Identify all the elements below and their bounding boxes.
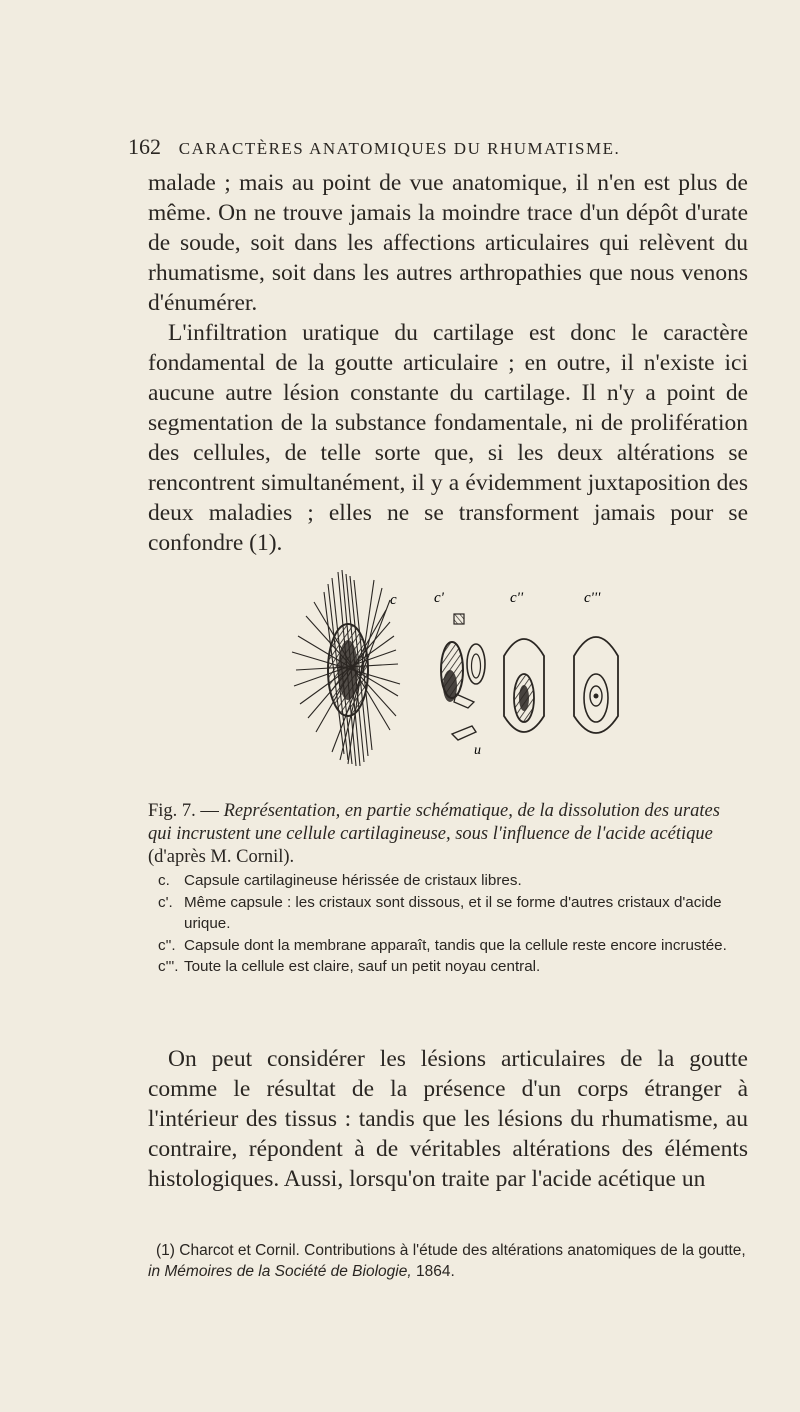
figure-title: Représentation, en partie schématique, de la dissolution des urates qui incrustent une cellule cartilagineuse, sous l'influence de l'acide acétique xyxy=(148,801,720,844)
label-c: c xyxy=(390,592,397,608)
figure-number: Fig. 7. — xyxy=(148,801,219,821)
legend-text: Capsule dont la membrane apparaît, tandis que la cellule reste encore incrustée. xyxy=(184,936,727,954)
cell-c2-drawing xyxy=(504,590,544,732)
running-header xyxy=(128,134,728,160)
label-u: u xyxy=(474,743,481,758)
body-text-top xyxy=(148,168,748,558)
figure-7-illustration xyxy=(278,566,638,772)
legend-key: c'. xyxy=(158,893,173,911)
footnote-text: Charcot et Cornil. Contributions à l'étude des altérations anatomiques de la goutte, xyxy=(179,1242,746,1259)
legend-text: Toute la cellule est claire, sauf un petit noyau central. xyxy=(184,958,541,975)
label-c1: c' xyxy=(434,590,444,606)
legend-text: Capsule cartilagineuse hérissée de cristaux libres. xyxy=(184,872,522,889)
figure-legend xyxy=(158,870,748,978)
legend-item xyxy=(158,935,748,957)
legend-text: Même capsule : les cristaux sont dissous, et il se forme d'autres cristaux d'acide urique. xyxy=(184,893,722,932)
running-title: CARACTÈRES ANATOMIQUES DU RHUMATISME. xyxy=(178,139,621,158)
footnote-year: 1864. xyxy=(415,1263,455,1280)
cell-c1-drawing xyxy=(434,590,485,758)
figure-caption xyxy=(148,800,748,869)
label-c2: c'' xyxy=(510,590,524,606)
legend-key: c'''. xyxy=(158,958,179,975)
paragraph-2: L'infiltration uratique du cartilage est donc le caractère fondamental de la goutte articulaire ; en outre, il n'existe ici aucune autre lésion constante du cartilage. Il n'y a point de segmentation de la substance fondamentale, ni de prolifération des cellules, de telle sorte que, si les deux altérations se rencontrent simultanément, il y a évidemment juxtaposition des deux maladies ; elles ne se transforment jamais pour se confondre (1). xyxy=(148,320,748,556)
paragraph-3: On peut considérer les lésions articulaires de la goutte comme le résultat de la présence d'un corps étranger à l'intérieur des tissus : tandis que les lésions du rhumatisme, au contraire, répondent à de véritables altérations des éléments histologiques. Aussi, lorsqu'on traite par l'acide acétique un xyxy=(148,1046,748,1192)
body-text-bottom xyxy=(148,1044,748,1194)
cell-c3-drawing xyxy=(574,590,618,733)
legend-item xyxy=(158,956,748,978)
figure-credit: (d'après M. Cornil). xyxy=(148,847,295,867)
legend-item xyxy=(158,892,748,935)
legend-key: c. xyxy=(158,872,170,889)
legend-key: c''. xyxy=(158,936,176,954)
cell-c-drawing xyxy=(292,570,400,766)
footnote-source: in Mémoires de la Société de Biologie, xyxy=(148,1263,412,1280)
paragraph-1: malade ; mais au point de vue anatomique, il n'en est plus de même. On ne trouve jamais la moindre trace d'un dépôt d'urate de soude, soit dans les affections articulaires qui relèvent du rhumatisme, soit dans les autres arthropathies que nous venons d'énumérer. xyxy=(148,170,748,316)
page-number: 162 xyxy=(128,134,161,159)
footnote-marker: (1) xyxy=(156,1242,175,1259)
legend-item xyxy=(158,870,748,892)
label-c3: c''' xyxy=(584,590,601,606)
footnote xyxy=(148,1240,748,1282)
